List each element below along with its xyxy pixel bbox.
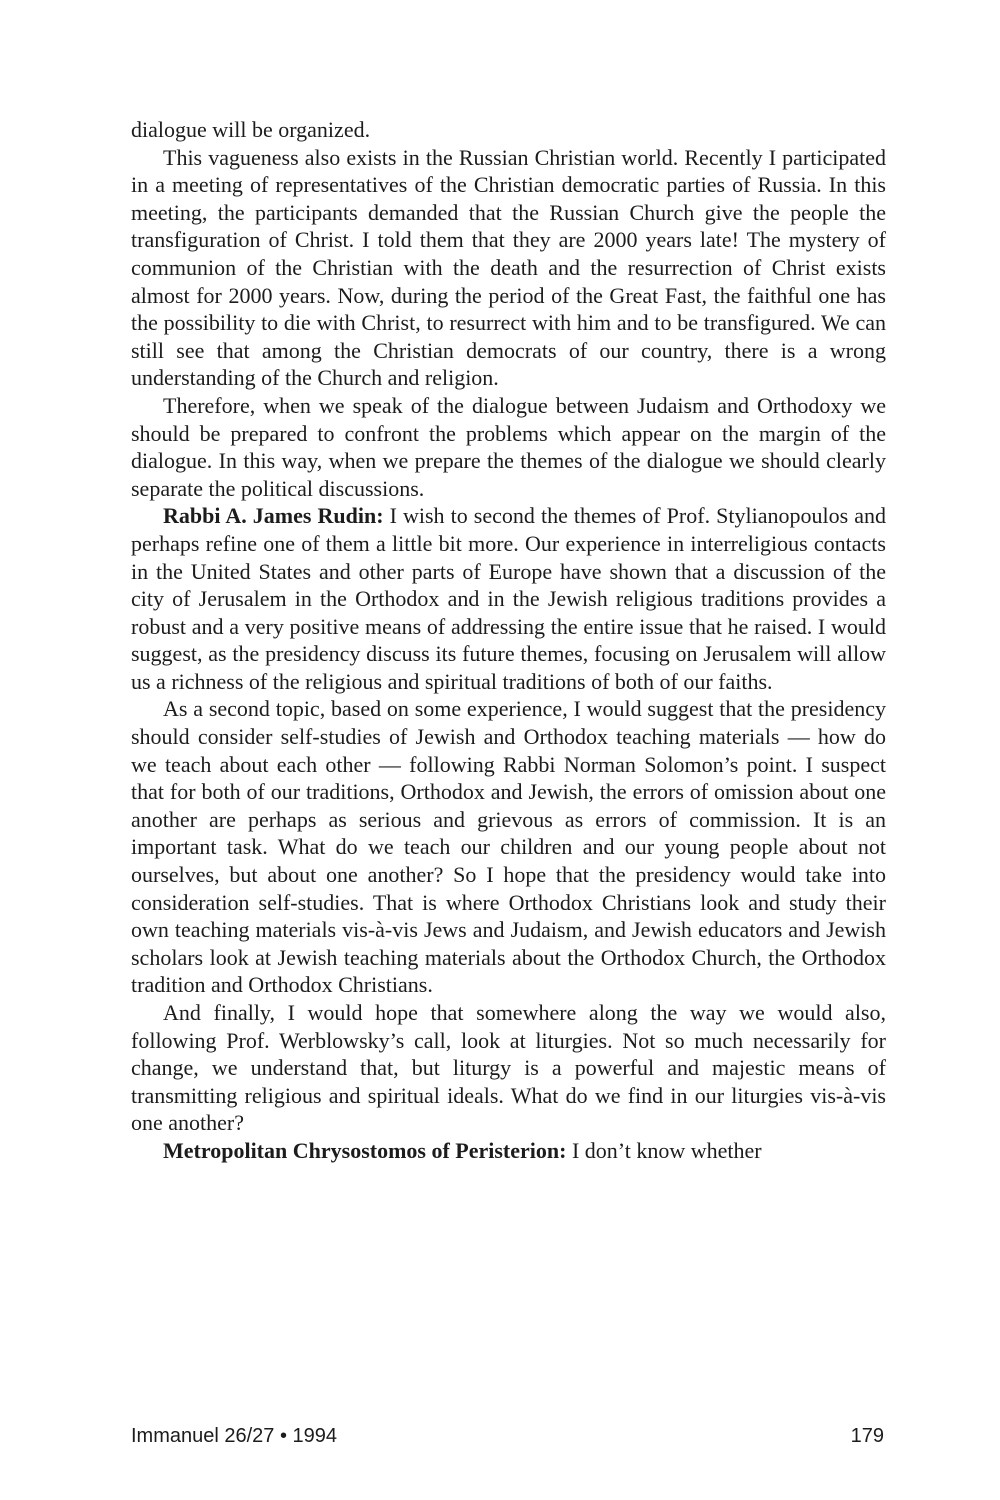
running-footer-journal: Immanuel 26/27 • 1994 [131,1425,338,1447]
paragraph-text: I wish to second the themes of Prof. Stylianopoulos and perhaps refine one of them a little bit more. Our experience in interreligious contacts in the United States and other parts of Europe have shown that a discussion of the city of Jerusalem in the Orthodox and in the Jewish religious traditions provides a robust and a very positive means of addressing the entire issue that he raised. I would suggest, as the presidency discuss its future themes, focusing on Jerusalem will allow us a richness of the religious and spiritual traditions of both of our faiths. [131,503,886,694]
paragraph-4 [131,502,886,695]
paragraph-text: Therefore, when we speak of the dialogue between Judaism and Orthodoxy we should be prepared to confront the problems which appear on the margin of the dialogue. In this way, when we prepare the themes of the dialogue we should clearly separate the political discussions. [131,392,886,501]
paragraph-text: And finally, I would hope that somewhere along the way we would also, following Prof. Werblowsky’s call, look at liturgies. Not so much necessarily for change, we understand that, but liturgy is a powerful and majestic means of transmitting religious and spiritual ideals. What do we find in our liturgies vis-à-vis one another? [131,1000,886,1136]
paragraph-6 [131,999,886,1137]
paragraph-3 [131,392,886,502]
paragraph-1 [131,116,886,144]
paragraph-text: I don’t know whether [566,1137,762,1163]
body-text [131,116,886,1165]
paragraph-text: This vagueness also exists in the Russian Christian world. Recently I participated in a meeting of representatives of the Christian democratic parties of Russia. In this meeting, the participants demanded that the Russian Church give the people the transfiguration of Christ. I told them that they are 2000 years late! The mystery of communion of the Christian with the death and the resurrection of Christ exists almost for 2000 years. Now, during the period of the Great Fast, the faithful one has the possibility to die with Christ, to resurrect with him and to be transfigured. We can still see that among the Christian democrats of our country, there is a wrong understanding of the Church and religion. [131,144,886,391]
page-number: 179 [850,1425,884,1447]
paragraph-text: dialogue will be organized. [131,117,371,142]
paragraph-text: As a second topic, based on some experience, I would suggest that the presidency should consider self-studies of Jewish and Orthodox teaching materials — how do we teach about each other — following Rabbi Norman Solomon’s point. I suspect that for both of our traditions, Orthodox and Jewish, the errors of omission about one another are perhaps as serious and grievous as errors of commission. It is an important task. What do we teach our children and our young people about not ourselves, but about one another? So I hope that the presidency would take into consideration self-studies. That is where Orthodox Christians look and study their own teaching materials vis-à-vis Jews and Judaism, and Jewish educators and Jewish scholars look at Jewish teaching materials about the Orthodox Church, the Orthodox tradition and Orthodox Christians. [131,696,886,998]
paragraph-5 [131,695,886,999]
paragraph-2 [131,144,886,392]
paragraph-7 [131,1137,886,1165]
speaker-name: Metropolitan Chrysostomos of Peristerion: [163,1137,567,1163]
speaker-name: Rabbi A. James Rudin: [163,503,384,529]
